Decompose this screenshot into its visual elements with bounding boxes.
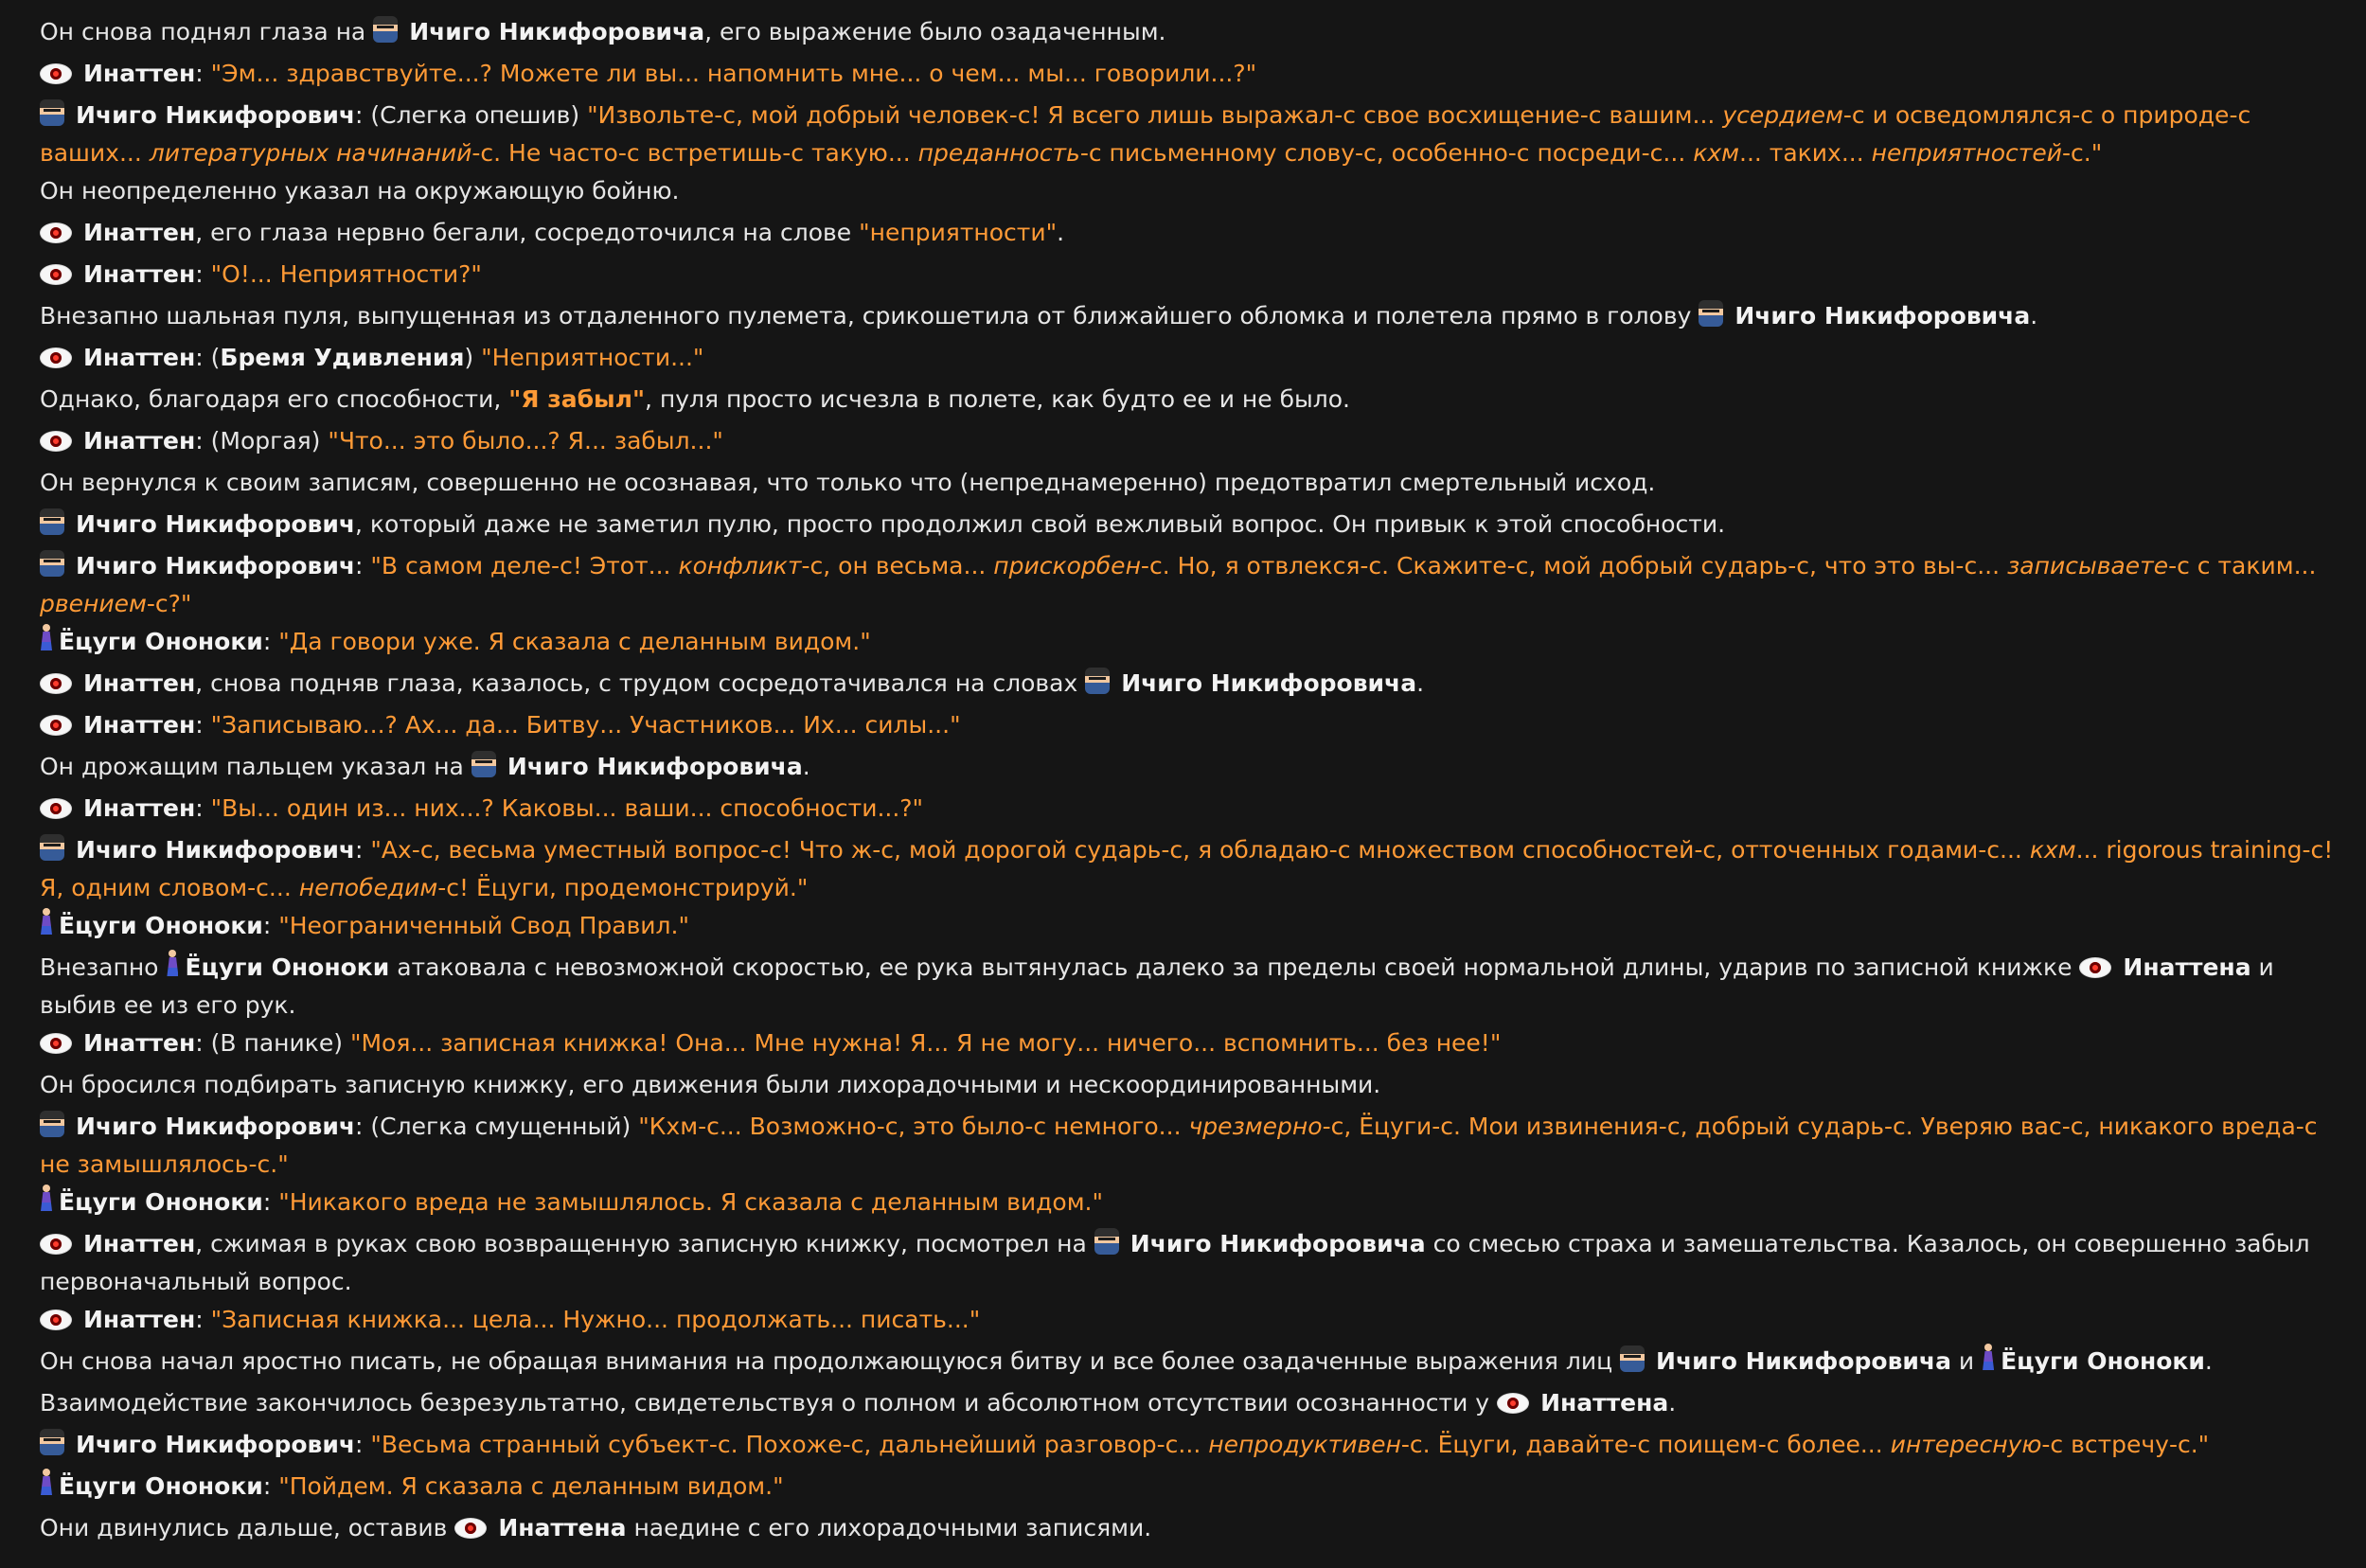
chat-message	[40, 256, 2350, 294]
dialogue-text: ... таких...	[1739, 139, 1872, 167]
dialogue-text: "О!... Неприятности?"	[210, 260, 482, 288]
narration-text: , пуля просто исчезла в полете, как будто ее и не было.	[645, 385, 1350, 413]
speaker-name: Ичиго Никифоровича	[1121, 669, 1417, 697]
woman-icon	[40, 1185, 53, 1213]
dialogue-text: -с, он весьма...	[801, 552, 994, 579]
speaker-name: Инаттен	[83, 1306, 196, 1333]
woman-icon	[40, 1469, 53, 1497]
speaker-name: Инаттена	[1540, 1389, 1669, 1417]
speaker-name: Ичиго Никифорович	[76, 510, 356, 538]
narration-text: )	[464, 344, 482, 371]
eye-icon	[1497, 1393, 1529, 1414]
narration-text: .	[2030, 302, 2038, 330]
dialogue-text: интересную	[1890, 1431, 2042, 1458]
ninja-icon	[1620, 1345, 1645, 1372]
eye-icon	[40, 673, 72, 694]
chat-message	[40, 1184, 2350, 1221]
dialogue-text: неприятностей	[1871, 139, 2062, 167]
eye-icon	[40, 223, 72, 243]
dialogue-text: преданность	[917, 139, 1080, 167]
narration-text: : (Слегка опешив)	[355, 101, 588, 129]
chat-message	[40, 297, 2350, 335]
dialogue-text: кхм	[1693, 139, 1739, 167]
dialogue-text: -с. Не часто-с встретишь-с такую...	[471, 139, 918, 167]
narration-text: , его выражение было озадаченным.	[704, 18, 1166, 45]
dialogue-text: "неприятности"	[859, 219, 1058, 246]
dialogue-text: рвением	[40, 590, 147, 617]
chat-message	[40, 1468, 2350, 1506]
dialogue-text: "В самом деле-с! Этот...	[370, 552, 679, 579]
speaker-name: Ичиго Никифорович	[76, 836, 356, 864]
cut-off-top-line	[40, 0, 345, 6]
narration-text: со смесью страха и замешательства. Казалось, он совершенно забыл первоначальный вопрос.	[40, 1230, 2310, 1295]
narration-text: :	[262, 628, 279, 655]
narration-text: Он бросился подбирать записную книжку, его движения были лихорадочными и нескоординированными.	[40, 1071, 1381, 1098]
dialogue-text: -с. Ёцуги, давайте-с поищем-с более...	[1400, 1431, 1891, 1458]
speaker-name: Инаттен	[83, 60, 196, 87]
speaker-name: Инаттен	[83, 794, 196, 822]
ninja-icon	[40, 550, 64, 577]
chat-message	[40, 339, 2350, 377]
speaker-name: Ёцуги Ононоки	[2001, 1347, 2205, 1375]
narration-text: , снова подняв глаза, казалось, с трудом сосредотачивался на словах	[195, 669, 1086, 697]
speaker-name: Инаттена	[2123, 953, 2251, 981]
eye-icon	[40, 1234, 72, 1255]
dialogue-text: "Эм... здравствуйте...? Можете ли вы... напомнить мне... о чем... мы... говорили...?"	[210, 60, 1257, 87]
narration-text: :	[195, 1306, 211, 1333]
narration-text: .	[2204, 1347, 2213, 1375]
eye-icon	[40, 798, 72, 819]
chat-message	[40, 1066, 2350, 1104]
narration-text: Он дрожащим пальцем указал на	[40, 753, 471, 780]
speaker-name: Инаттен	[83, 427, 196, 454]
narration-text: Он снова поднял глаза на	[40, 18, 374, 45]
chat-message	[40, 1426, 2350, 1464]
chat-message	[40, 13, 2350, 51]
dialogue-text: "Неприятности..."	[481, 344, 704, 371]
chat-message	[40, 706, 2350, 744]
narration-text: , который даже не заметил пулю, просто продолжил свой вежливый вопрос. Он привык к этой способности.	[355, 510, 1726, 538]
speaker-name: Ичиго Никифоровича	[1130, 1230, 1426, 1257]
chat-message	[40, 1343, 2350, 1381]
speaker-name: Ичиго Никифоровича	[409, 18, 705, 45]
dialogue-text: непобедим	[298, 874, 438, 901]
narration-text: атаковала с невозможной скоростью, ее рука вытянулась далеко за пределы своей нормальной длины, ударив по записной книжке	[389, 953, 2080, 981]
dialogue-text: "Кхм-с... Возможно-с, это было-с немного...	[638, 1113, 1189, 1140]
ninja-icon	[1085, 668, 1110, 694]
chat-message	[40, 1025, 2350, 1062]
dialogue-text: "Извольте-с, мой добрый человек-с! Я всего лишь выражал-с свое восхищение-с вашим...	[587, 101, 1723, 129]
dialogue-text: "Записная книжка... цела... Нужно... продолжать... писать..."	[210, 1306, 981, 1333]
narration-text: Он неопределенно указал на окружающую бойню.	[40, 177, 680, 205]
speaker-name: Ичиго Никифорович	[76, 552, 356, 579]
dialogue-text: "Моя... записная книжка! Она... Мне нужна! Я... Я не могу... ничего... вспомнить... без нее!"	[349, 1029, 1502, 1057]
dialogue-text: -с, Ёцуги-с. Мои извинения-с, добрый сударь-с. Уверяю вас-с, никакого вреда-с не замышлялось-с."	[40, 1113, 2318, 1178]
speaker-name: Ичиго Никифорович	[76, 1431, 356, 1458]
chat-message	[40, 665, 2350, 703]
dialogue-text: -с с таким...	[2168, 552, 2317, 579]
narration-text: Внезапно	[40, 953, 167, 981]
narration-text: : (	[195, 344, 221, 371]
narration-text: :	[262, 1472, 279, 1500]
narration-text: .	[1668, 1389, 1677, 1417]
narration-text: :	[195, 794, 211, 822]
dialogue-text: ... rigorous training-с! Я, одним словом-с...	[40, 836, 2334, 901]
speaker-name: Ёцуги Ононоки	[59, 1188, 263, 1216]
eye-icon	[40, 1310, 72, 1330]
dialogue-text: "Что... это было...? Я... забыл..."	[328, 427, 723, 454]
narration-text: :	[262, 912, 279, 939]
speaker-name: Инаттен	[83, 1230, 196, 1257]
ninja-icon	[373, 16, 398, 43]
ninja-icon	[40, 508, 64, 535]
dialogue-text: усердием	[1722, 101, 1843, 129]
narration-text: наедине с его лихорадочными записями.	[626, 1514, 1152, 1541]
speaker-name: Ёцуги Ононоки	[185, 953, 390, 981]
dialogue-text: "Да говори уже. Я сказала с деланным видом."	[278, 628, 871, 655]
eye-icon	[454, 1518, 487, 1539]
narration-text: Внезапно шальная пуля, выпущенная из отдаленного пулемета, срикошетила от ближайшего обломка и полетела прямо в голову	[40, 302, 1699, 330]
chat-message	[40, 381, 2350, 419]
chat-message	[40, 55, 2350, 93]
dialogue-text: чрезмерно	[1188, 1113, 1323, 1140]
speaker-name: Инаттен	[83, 711, 196, 739]
woman-icon	[40, 624, 53, 652]
dialogue-text: "Пойдем. Я сказала с деланным видом."	[278, 1472, 784, 1500]
chat-message	[40, 831, 2350, 907]
narration-text: .	[1416, 669, 1425, 697]
speaker-name: Инаттен	[83, 219, 196, 246]
dialogue-text: записываете	[2007, 552, 2169, 579]
chat-message	[40, 1384, 2350, 1422]
chat-message	[40, 97, 2350, 172]
narration-text: :	[195, 260, 211, 288]
dialogue-text: -с! Ёцуги, продемонстрируй."	[437, 874, 809, 901]
narration-text: и	[1950, 1347, 1983, 1375]
narration-text: .	[802, 753, 810, 780]
speaker-name: Инаттена	[498, 1514, 627, 1541]
eye-icon	[40, 1033, 72, 1054]
narration-text: : (В панике)	[195, 1029, 350, 1057]
narration-text: :	[355, 836, 371, 864]
speaker-name: Ичиго Никифоровича	[507, 753, 803, 780]
speaker-name: Ёцуги Ононоки	[59, 912, 263, 939]
narration-text: :	[355, 552, 371, 579]
speaker-name: Инаттен	[83, 1029, 196, 1057]
ninja-icon	[1094, 1228, 1119, 1255]
chat-message	[40, 949, 2350, 1025]
dialogue-text: "Записываю...? Ах... да... Битву... Участников... Их... силы..."	[210, 711, 961, 739]
chat-message	[40, 1225, 2350, 1301]
chat-message	[40, 1108, 2350, 1184]
chat-message	[40, 790, 2350, 828]
dialogue-text: "Весьма странный субъект-с. Похоже-с, дальнейший разговор-с...	[370, 1431, 1209, 1458]
dialogue-text: -с?"	[146, 590, 192, 617]
chat-message	[40, 464, 2350, 502]
speaker-name: Ичиго Никифорович	[76, 1113, 356, 1140]
narration-text: :	[195, 60, 211, 87]
ninja-icon	[40, 1429, 64, 1455]
ninja-icon	[1699, 300, 1723, 327]
woman-icon	[40, 908, 53, 936]
dialogue-text: прискорбен	[993, 552, 1141, 579]
eye-icon	[40, 431, 72, 452]
eye-icon	[2079, 957, 2111, 978]
woman-icon	[166, 950, 179, 978]
dialogue-text: "Я забыл"	[508, 385, 645, 413]
chat-message	[40, 172, 2350, 210]
dialogue-text: -с встречу-с."	[2041, 1431, 2210, 1458]
chat-message	[40, 214, 2350, 252]
speaker-name: Инаттен	[83, 344, 196, 371]
dialogue-text: кхм	[2029, 836, 2076, 864]
dialogue-text: "Неограниченный Свод Правил."	[278, 912, 689, 939]
ninja-icon	[40, 834, 64, 861]
dialogue-text: "Вы... один из... них...? Каковы... ваши... способности...?"	[210, 794, 924, 822]
narration-text: Он снова начал яростно писать, не обращая внимания на продолжающуюся битву и все более озадаченные выражения лиц	[40, 1347, 1621, 1375]
woman-icon	[1982, 1344, 1995, 1372]
narration-text: :	[355, 1431, 371, 1458]
eye-icon	[40, 347, 72, 368]
dialogue-text: непродуктивен	[1208, 1431, 1401, 1458]
eye-icon	[40, 63, 72, 84]
chat-message	[40, 506, 2350, 543]
dialogue-text: -с и осведомлялся-с о природе-с ваших...	[40, 101, 2251, 167]
chat-message	[40, 547, 2350, 623]
chat-message	[40, 422, 2350, 460]
chat-message	[40, 907, 2350, 945]
speaker-name: Ичиго Никифоровича	[1734, 302, 2031, 330]
narration-text: Однако, благодаря его способности,	[40, 385, 509, 413]
narration-text: :	[262, 1188, 279, 1216]
speaker-name: Инаттен	[83, 260, 196, 288]
dialogue-text: литературных начинаний	[149, 139, 472, 167]
dialogue-text: -с письменному слову-с, особенно-с посреди-с...	[1079, 139, 1694, 167]
narration-text: Взаимодействие закончилось безрезультатно, свидетельствуя о полном и абсолютном отсутствии осознанности у	[40, 1389, 1498, 1417]
narration-text: .	[1057, 219, 1065, 246]
speaker-name: Ёцуги Ононоки	[59, 1472, 263, 1500]
chat-message	[40, 748, 2350, 786]
narration-text: Он вернулся к своим записям, совершенно не осознавая, что только что (непреднамеренно) предотвратил смертельный исход.	[40, 469, 1656, 496]
eye-icon	[40, 264, 72, 285]
ninja-icon	[40, 99, 64, 126]
narration-text: , сжимая в руках свою возвращенную записную книжку, посмотрел на	[195, 1230, 1094, 1257]
speaker-name: Бремя Удивления	[220, 344, 465, 371]
dialogue-text: "Ах-с, весьма уместный вопрос-с! Что ж-с, мой дорогой сударь-с, я обладаю-с множеством способностей-с, отточенных годами-с...	[370, 836, 2030, 864]
dialogue-text: -с. Но, я отвлекся-с. Скажите-с, мой добрый сударь-с, что это вы-с...	[1140, 552, 2007, 579]
chat-message	[40, 1301, 2350, 1339]
speaker-name: Ичиго Никифорович	[76, 101, 356, 129]
dialogue-text: конфликт	[678, 552, 802, 579]
speaker-name: Ичиго Никифоровича	[1656, 1347, 1951, 1375]
narration-text: : (Моргая)	[195, 427, 329, 454]
narration-text: : (Слегка смущенный)	[355, 1113, 639, 1140]
speaker-name: Ёцуги Ононоки	[59, 628, 263, 655]
chat-message	[40, 1509, 2350, 1547]
dialogue-text: "Никакого вреда не замышлялось. Я сказала с деланным видом."	[278, 1188, 1104, 1216]
ninja-icon	[40, 1111, 64, 1137]
narration-text: и выбив ее из его рук.	[40, 953, 2274, 1019]
dialogue-text: -с."	[2061, 139, 2103, 167]
narration-text: :	[195, 711, 211, 739]
narration-text: , его глаза нервно бегали, сосредоточился на слове	[195, 219, 860, 246]
chat-message	[40, 623, 2350, 661]
narration-text: Они двинулись дальше, оставив	[40, 1514, 455, 1541]
eye-icon	[40, 715, 72, 736]
ninja-icon	[471, 751, 496, 777]
speaker-name: Инаттен	[83, 669, 196, 697]
